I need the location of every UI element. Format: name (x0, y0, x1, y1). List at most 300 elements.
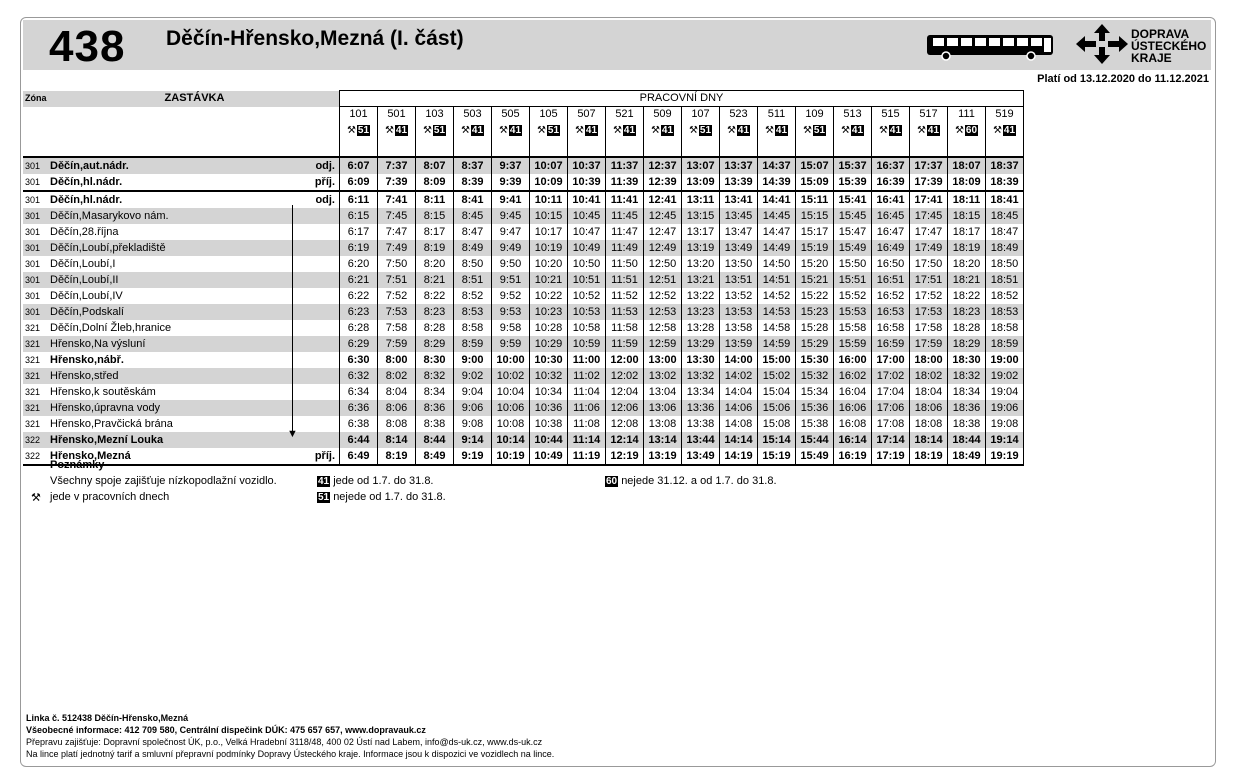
departure-time: 18:44 (948, 432, 986, 448)
departure-time: 8:19 (416, 240, 454, 256)
departure-time: 18:14 (910, 432, 948, 448)
table-row (23, 400, 1024, 416)
departure-time: 14:51 (758, 272, 796, 288)
departure-time: 10:47 (568, 224, 606, 240)
departure-time: 11:06 (568, 400, 606, 416)
departure-time: 18:15 (948, 208, 986, 224)
departure-time: 11:39 (606, 174, 644, 191)
trip-number: 511 (758, 107, 796, 123)
departure-time: 11:08 (568, 416, 606, 432)
departure-time: 16:49 (872, 240, 910, 256)
departure-time: 18:37 (986, 157, 1024, 174)
departure-time: 8:37 (454, 157, 492, 174)
hammer-icon: ⚒ (726, 124, 736, 136)
departure-time: 18:07 (948, 157, 986, 174)
arrival-departure-mark (301, 272, 340, 288)
departure-time: 15:36 (796, 400, 834, 416)
departure-time: 10:28 (530, 320, 568, 336)
trip-number: 503 (454, 107, 492, 123)
stop-zone: 321 (23, 368, 47, 384)
hammer-icon: ⚒ (954, 124, 964, 136)
note-text: jede od 1.7. do 31.8. (333, 475, 434, 487)
departure-time: 15:53 (834, 304, 872, 320)
footer (26, 712, 554, 760)
departure-time: 13:02 (644, 368, 682, 384)
departure-time: 18:36 (948, 400, 986, 416)
departure-time: 8:21 (416, 272, 454, 288)
departure-time: 9:39 (492, 174, 530, 191)
table-row (23, 368, 1024, 384)
departure-time: 15:15 (796, 208, 834, 224)
departure-time: 10:51 (568, 272, 606, 288)
departure-time: 10:04 (492, 384, 530, 400)
departure-time: 6:23 (340, 304, 378, 320)
departure-time: 15:28 (796, 320, 834, 336)
departure-time: 12:49 (644, 240, 682, 256)
departure-time: 8:47 (454, 224, 492, 240)
departure-time: 8:30 (416, 352, 454, 368)
departure-time: 13:06 (644, 400, 682, 416)
departure-time: 18:09 (948, 174, 986, 191)
departure-time: 9:00 (454, 352, 492, 368)
days-header: PRACOVNÍ DNY (340, 91, 1024, 107)
stop-name: Děčín,Loubí,I (50, 257, 116, 270)
departure-time: 8:29 (416, 336, 454, 352)
departure-time: 8:19 (378, 448, 416, 465)
code-badge: 60 (606, 476, 618, 487)
stop-name: Děčín,Loubí,II (47, 272, 301, 288)
departure-time: 19:02 (986, 368, 1024, 384)
departure-time: 8:15 (416, 208, 454, 224)
departure-time: 18:04 (910, 384, 948, 400)
departure-time: 7:49 (378, 240, 416, 256)
departure-time: 8:11 (416, 191, 454, 208)
departure-time: 7:53 (378, 304, 416, 320)
departure-time: 9:19 (454, 448, 492, 465)
departure-time: 9:06 (454, 400, 492, 416)
departure-time: 17:45 (910, 208, 948, 224)
hammer-icon: ⚒ (422, 124, 432, 136)
departure-time: 6:22 (340, 288, 378, 304)
code-badge: 41 (623, 124, 636, 136)
departure-time: 12:58 (644, 320, 682, 336)
departure-time: 6:32 (340, 368, 378, 384)
transport-logo-icon (1076, 24, 1128, 64)
departure-time: 10:58 (568, 320, 606, 336)
departure-time: 8:22 (416, 288, 454, 304)
stop-zone: 301 (23, 304, 47, 320)
gap-cell (682, 138, 720, 157)
departure-time: 17:53 (910, 304, 948, 320)
departure-time: 15:30 (796, 352, 834, 368)
code-badge: 51 (813, 124, 826, 136)
departure-time: 16:00 (834, 352, 872, 368)
departure-time: 19:14 (986, 432, 1024, 448)
departure-time: 10:11 (530, 191, 568, 208)
departure-time: 11:52 (606, 288, 644, 304)
departure-time: 11:37 (606, 157, 644, 174)
stop-zone: 301 (25, 290, 41, 301)
code-badge: 41 (509, 124, 522, 136)
hammer-icon: ⚒ (346, 124, 356, 136)
departure-time: 17:02 (872, 368, 910, 384)
departure-time: 14:59 (758, 336, 796, 352)
departure-time: 14:37 (758, 157, 796, 174)
departure-time: 6:36 (340, 400, 378, 416)
note-low-floor: Všechny spoje zajišťuje nízkopodlažní vozidlo. (50, 475, 277, 487)
departure-time: 8:32 (416, 368, 454, 384)
departure-time: 6:09 (340, 174, 378, 191)
departure-time: 17:59 (910, 336, 948, 352)
footer-tariff: Na lince platí jednotný tarif a smluvní přepravní podmínky Dopravy Ústeckého kraje. Informace jsou k dispozici ve vozidlech na lince. (26, 749, 555, 759)
stop-zone: 301 (23, 208, 47, 224)
departure-time: 11:59 (606, 336, 644, 352)
departure-time: 13:04 (644, 384, 682, 400)
departure-time: 9:59 (492, 336, 530, 352)
departure-time: 17:04 (872, 384, 910, 400)
stop-name: Děčín,Podskalí (47, 304, 301, 320)
departure-time: 18:47 (986, 224, 1024, 240)
departure-time: 13:41 (720, 191, 758, 208)
departure-time: 18:38 (948, 416, 986, 432)
arrival-departure-mark (301, 320, 340, 336)
departure-time: 18:06 (910, 400, 948, 416)
departure-time: 16:51 (872, 272, 910, 288)
departure-time: 18:29 (948, 336, 986, 352)
gap-cell (492, 138, 530, 157)
table-row (23, 256, 1024, 272)
trip-code-cell (834, 122, 872, 138)
trip-code-cell (492, 122, 530, 138)
departure-time: 16:04 (834, 384, 872, 400)
table-row (23, 432, 1024, 448)
departure-time: 15:22 (796, 288, 834, 304)
departure-time: 9:41 (492, 191, 530, 208)
departure-time: 11:45 (606, 208, 644, 224)
departure-time: 12:19 (606, 448, 644, 465)
departure-time: 18:17 (948, 224, 986, 240)
departure-time: 13:51 (720, 272, 758, 288)
departure-time: 10:20 (530, 256, 568, 272)
gap-cell (834, 138, 872, 157)
departure-time: 10:09 (530, 174, 568, 191)
departure-time: 7:47 (378, 224, 416, 240)
departure-time: 10:52 (568, 288, 606, 304)
departure-time: 13:50 (720, 256, 758, 272)
departure-time: 13:09 (682, 174, 720, 191)
departure-time: 15:09 (796, 174, 834, 191)
hammer-icon: ⚒ (612, 124, 622, 136)
trip-number-row (23, 107, 1024, 123)
departure-time: 15:50 (834, 256, 872, 272)
code-badge: 41 (585, 124, 598, 136)
hammer-icon: ⚒ (384, 124, 394, 136)
departure-time: 8:41 (454, 191, 492, 208)
arrival-departure-mark: odj. (301, 157, 340, 174)
code-badge: 51 (699, 124, 712, 136)
departure-time: 8:07 (416, 157, 454, 174)
departure-time: 15:08 (758, 416, 796, 432)
departure-time: 14:47 (758, 224, 796, 240)
departure-time: 8:17 (416, 224, 454, 240)
departure-time: 8:23 (416, 304, 454, 320)
departure-time: 10:29 (530, 336, 568, 352)
departure-time: 15:52 (834, 288, 872, 304)
departure-time: 16:14 (834, 432, 872, 448)
departure-time: 8:58 (454, 320, 492, 336)
departure-time: 8:04 (378, 384, 416, 400)
hammer-icon: ⚒ (460, 124, 470, 136)
departure-time: 14:52 (758, 288, 796, 304)
hammer-icon: ⚒ (764, 124, 774, 136)
trip-number: 505 (492, 107, 530, 123)
arrival-departure-mark (301, 256, 340, 272)
departure-time: 11:51 (606, 272, 644, 288)
departure-time: 13:39 (720, 174, 758, 191)
trip-number: 515 (872, 107, 910, 123)
stop-zone: 301 (23, 272, 47, 288)
departure-time: 16:53 (872, 304, 910, 320)
arrival-departure-mark (301, 304, 340, 320)
departure-time: 13:38 (682, 416, 720, 432)
departure-time: 16:41 (872, 191, 910, 208)
departure-time: 12:08 (606, 416, 644, 432)
departure-time: 7:51 (378, 272, 416, 288)
departure-time: 12:59 (644, 336, 682, 352)
header-spacer (23, 107, 340, 158)
departure-time: 13:19 (682, 240, 720, 256)
stop-zone: 321 (25, 386, 41, 397)
table-row (23, 208, 1024, 224)
departure-time: 13:44 (682, 432, 720, 448)
departure-time: 18:58 (986, 320, 1024, 336)
stop-name: Děčín,hl.nádr. (47, 191, 301, 208)
gap-cell (758, 138, 796, 157)
departure-time: 10:02 (492, 368, 530, 384)
departure-time: 8:14 (378, 432, 416, 448)
departure-time: 6:07 (340, 157, 378, 174)
gap-cell (948, 138, 986, 157)
hammer-icon: ⚒ (31, 492, 41, 504)
arrival-departure-mark: odj. (301, 191, 340, 208)
departure-time: 16:08 (834, 416, 872, 432)
departure-time: 9:47 (492, 224, 530, 240)
stop-name: Děčín,aut.nádr. (47, 157, 301, 174)
departure-time: 10:19 (530, 240, 568, 256)
departure-time: 8:50 (454, 256, 492, 272)
table-row (23, 384, 1024, 400)
departure-time: 10:44 (530, 432, 568, 448)
departure-time: 10:06 (492, 400, 530, 416)
departure-time: 15:06 (758, 400, 796, 416)
gap-cell (872, 138, 910, 157)
hammer-icon: ⚒ (688, 124, 698, 136)
departure-time: 14:14 (720, 432, 758, 448)
departure-time: 8:34 (416, 384, 454, 400)
stop-zone: 321 (25, 418, 41, 429)
departure-time: 12:41 (644, 191, 682, 208)
stop-zone: 321 (23, 400, 47, 416)
hammer-icon: ⚒ (878, 124, 888, 136)
departure-time: 15:34 (796, 384, 834, 400)
departure-time: 6:30 (340, 352, 378, 368)
gap-cell (644, 138, 682, 157)
departure-time: 7:37 (378, 157, 416, 174)
stop-name: Hřensko,Mezní Louka (47, 432, 301, 448)
stop-zone: 322 (23, 448, 47, 465)
departure-time: 8:53 (454, 304, 492, 320)
route-title: Děčín-Hřensko,Mezná (I. část) (166, 27, 464, 50)
departure-time: 8:00 (378, 352, 416, 368)
trip-number: 521 (606, 107, 644, 123)
departure-time: 11:50 (606, 256, 644, 272)
code-badge: 41 (1003, 124, 1016, 136)
departure-time: 13:20 (682, 256, 720, 272)
departure-time: 14:45 (758, 208, 796, 224)
departure-time: 12:04 (606, 384, 644, 400)
departure-time: 10:08 (492, 416, 530, 432)
arrival-departure-mark (301, 352, 340, 368)
departure-time: 11:02 (568, 368, 606, 384)
stop-zone: 301 (25, 176, 41, 187)
departure-time: 13:11 (682, 191, 720, 208)
departure-time: 10:41 (568, 191, 606, 208)
stop-name: Děčín,Dolní Žleb,hranice (50, 321, 172, 334)
table-row (23, 416, 1024, 432)
trip-number: 501 (378, 107, 416, 123)
trip-number: 517 (910, 107, 948, 123)
departure-time: 18:00 (910, 352, 948, 368)
departure-time: 8:51 (454, 272, 492, 288)
departure-time: 15:32 (796, 368, 834, 384)
table-row (23, 272, 1024, 288)
stop-zone: 322 (23, 432, 47, 448)
hammer-icon: ⚒ (574, 124, 584, 136)
departure-time: 13:30 (682, 352, 720, 368)
departure-time: 10:21 (530, 272, 568, 288)
departure-time: 15:29 (796, 336, 834, 352)
departure-time: 13:19 (644, 448, 682, 465)
departure-time: 15:45 (834, 208, 872, 224)
departure-time: 16:50 (872, 256, 910, 272)
arrival-departure-mark (301, 384, 340, 400)
trip-code-cell (568, 122, 606, 138)
trip-number: 507 (568, 107, 606, 123)
trip-number: 107 (682, 107, 720, 123)
notes-title: Poznámky (50, 459, 105, 471)
line-number: 438 (49, 22, 126, 71)
trip-code-cell (948, 122, 986, 138)
hammer-icon: ⚒ (916, 124, 926, 136)
trip-code-cell (644, 122, 682, 138)
departure-time: 11:53 (606, 304, 644, 320)
table-row (23, 352, 1024, 368)
stop-zone: 301 (25, 226, 41, 237)
down-arrow-icon: ▼ (287, 428, 298, 440)
departure-time: 16:58 (872, 320, 910, 336)
departure-time: 10:49 (568, 240, 606, 256)
departure-time: 14:08 (720, 416, 758, 432)
departure-time: 15:00 (758, 352, 796, 368)
departure-time: 15:23 (796, 304, 834, 320)
departure-time: 8:38 (416, 416, 454, 432)
departure-time: 8:45 (454, 208, 492, 224)
arrival-departure-mark: příj. (301, 448, 340, 465)
departure-time: 13:52 (720, 288, 758, 304)
stop-zone: 301 (23, 240, 47, 256)
departure-time: 9:04 (454, 384, 492, 400)
table-row (23, 304, 1024, 320)
trip-number: 509 (644, 107, 682, 123)
code-badge: 41 (737, 124, 750, 136)
departure-time: 12:14 (606, 432, 644, 448)
departure-time: 10:50 (568, 256, 606, 272)
departure-time: 18:51 (986, 272, 1024, 288)
departure-time: 9:45 (492, 208, 530, 224)
departure-time: 6:49 (340, 448, 378, 465)
hammer-icon: ⚒ (840, 124, 850, 136)
code-badge: 41 (889, 124, 902, 136)
departure-time: 15:49 (796, 448, 834, 465)
gap-cell (796, 138, 834, 157)
departure-time: 12:52 (644, 288, 682, 304)
departure-time: 13:45 (720, 208, 758, 224)
code-badge: 41 (775, 124, 788, 136)
departure-time: 10:07 (530, 157, 568, 174)
arrival-departure-mark (301, 368, 340, 384)
trip-number: 523 (720, 107, 758, 123)
stop-name: Hřensko,úpravna vody (47, 400, 301, 416)
trip-code-cell (340, 122, 378, 138)
gap-cell (340, 138, 378, 157)
departure-time: 12:51 (644, 272, 682, 288)
departure-time: 13:49 (682, 448, 720, 465)
departure-time: 15:19 (796, 240, 834, 256)
brand-line: KRAJE (1131, 51, 1172, 65)
code-badge: 41 (395, 124, 408, 136)
departure-time: 15:49 (834, 240, 872, 256)
stop-zone: 301 (23, 191, 47, 208)
trip-code-cell (682, 122, 720, 138)
departure-time: 11:41 (606, 191, 644, 208)
footer-contacts: Všeobecné informace: 412 709 580, Centrální dispečink DÚK: 475 657 657, www.dopravauk.cz (26, 725, 426, 735)
departure-time: 13:58 (720, 320, 758, 336)
trip-number: 105 (530, 107, 568, 123)
departure-time: 13:08 (644, 416, 682, 432)
departure-time: 15:20 (796, 256, 834, 272)
table-row (23, 240, 1024, 256)
departure-time: 13:07 (682, 157, 720, 174)
table-row (23, 336, 1024, 352)
departure-time: 18:50 (986, 256, 1024, 272)
table-header-row (23, 91, 1024, 107)
departure-time: 11:19 (568, 448, 606, 465)
trip-number: 109 (796, 107, 834, 123)
footer-line-info: Linka č. 512438 Děčín-Hřensko,Mezná (26, 713, 189, 723)
departure-time: 13:28 (682, 320, 720, 336)
departure-time: 8:52 (454, 288, 492, 304)
departure-time: 10:17 (530, 224, 568, 240)
departure-time: 13:37 (720, 157, 758, 174)
departure-time: 12:45 (644, 208, 682, 224)
departure-time: 13:17 (682, 224, 720, 240)
departure-time: 14:53 (758, 304, 796, 320)
departure-time: 17:37 (910, 157, 948, 174)
departure-time: 9:50 (492, 256, 530, 272)
departure-time: 15:39 (834, 174, 872, 191)
departure-time: 16:59 (872, 336, 910, 352)
note-workday: jede v pracovních dnech (50, 491, 170, 503)
